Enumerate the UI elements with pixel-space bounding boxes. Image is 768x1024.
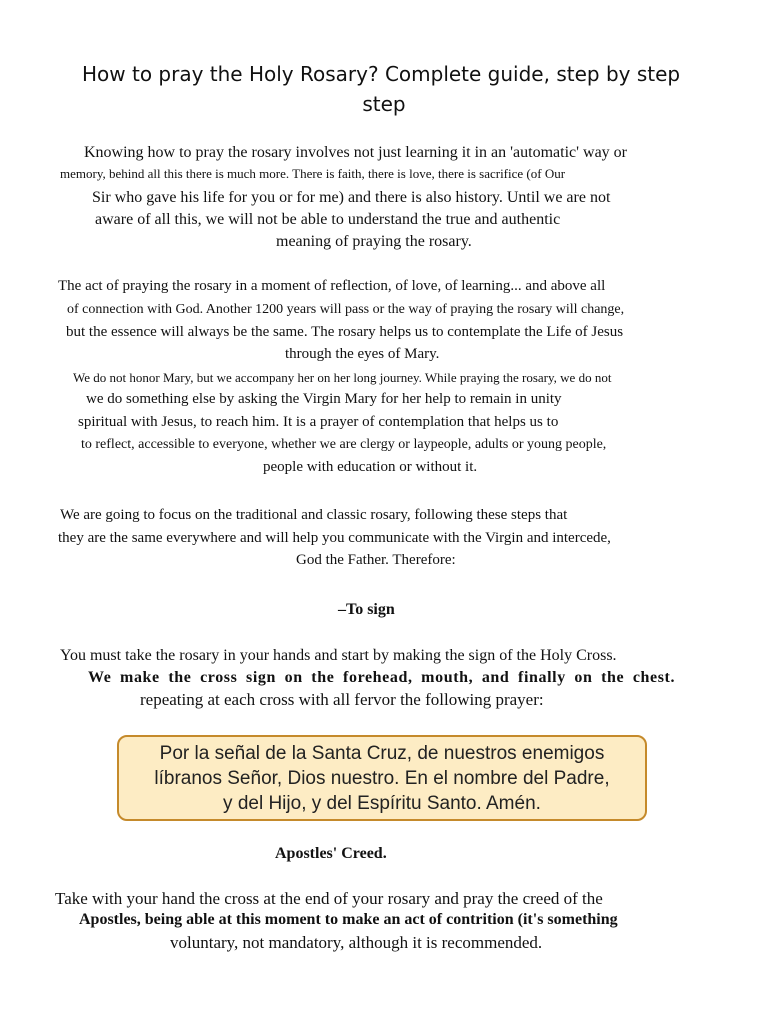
body-line: people with education or without it.: [263, 459, 478, 475]
body-line: We are going to focus on the traditional and classic rosary, following these steps that: [60, 507, 568, 523]
body-line: through the eyes of Mary.: [285, 346, 440, 362]
intro-line: meaning of praying the rosary.: [276, 233, 472, 250]
page-title-line-2: step: [362, 92, 406, 116]
page-title-line-1: How to pray the Holy Rosary? Complete guide, step by step: [82, 62, 681, 86]
body-line: repeating at each cross with all fervor the following prayer:: [140, 690, 544, 709]
prayer-line: Por la señal de la Santa Cruz, de nuestros enemigos: [159, 743, 605, 764]
body-line-bold: We make the cross sign on the forehead, mouth, and finally on the chest.: [88, 669, 676, 686]
section-heading-sign: –To sign: [338, 601, 395, 618]
section-heading-creed: Apostles' Creed.: [275, 845, 387, 862]
prayer-line: líbranos Señor, Dios nuestro. En el nombre del Padre,: [154, 768, 610, 789]
intro-line: Knowing how to pray the rosary involves not just learning it in an 'automatic' way or: [84, 144, 627, 161]
body-line: but the essence will always be the same. The rosary helps us to contemplate the Life of Jesus: [66, 324, 624, 340]
body-line: spiritual with Jesus, to reach him. It is a prayer of contemplation that helps us to: [78, 414, 559, 430]
body-line: Take with your hand the cross at the end of your rosary and pray the creed of the: [55, 889, 603, 908]
body-line: we do something else by asking the Virgin Mary for her help to remain in unity: [86, 391, 562, 407]
body-line: God the Father. Therefore:: [296, 552, 456, 568]
prayer-line: y del Hijo, y del Espíritu Santo. Amén.: [223, 793, 541, 814]
body-line-bold: Apostles, being able at this moment to make an act of contrition (it's something: [79, 911, 618, 928]
prayer-box: [117, 735, 647, 821]
intro-line: aware of all this, we will not be able to understand the true and authentic: [95, 211, 561, 228]
body-line: voluntary, not mandatory, although it is recommended.: [170, 933, 543, 952]
body-line: they are the same everywhere and will help you communicate with the Virgin and intercede,: [58, 530, 611, 546]
body-line: We do not honor Mary, but we accompany her on her long journey. While praying the rosary, we do not: [73, 370, 612, 385]
body-line: of connection with God. Another 1200 years will pass or the way of praying the rosary will change,: [67, 302, 625, 317]
intro-line: memory, behind all this there is much more. There is faith, there is love, there is sacrifice (of Our: [60, 166, 566, 181]
body-line: You must take the rosary in your hands and start by making the sign of the Holy Cross.: [60, 647, 617, 664]
body-line: The act of praying the rosary in a moment of reflection, of love, of learning... and above all: [58, 278, 606, 294]
intro-line: Sir who gave his life for you or for me) and there is also history. Until we are not: [92, 189, 611, 206]
body-line: to reflect, accessible to everyone, whether we are clergy or laypeople, adults or young people,: [81, 437, 607, 452]
